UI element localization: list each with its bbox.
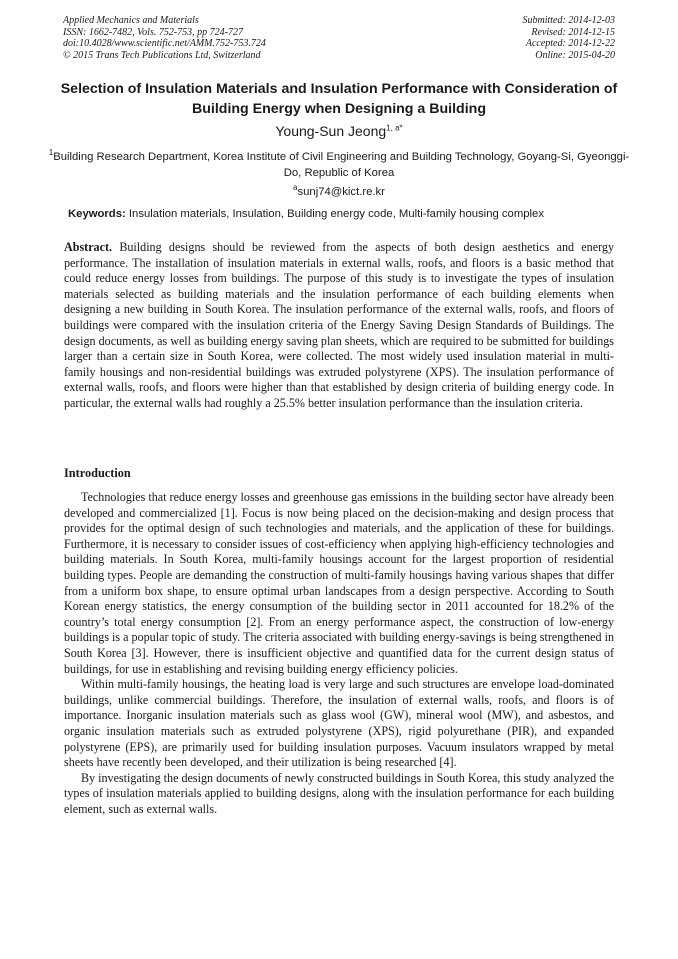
abstract-paragraph bbox=[64, 240, 614, 412]
revised-date: Revised: 2014-12-15 bbox=[531, 26, 615, 38]
keywords-line bbox=[68, 208, 628, 220]
publication-dates bbox=[523, 15, 616, 61]
section-heading-introduction: Introduction bbox=[64, 466, 131, 480]
submitted-date: Submitted: 2014-12-03 bbox=[522, 15, 615, 26]
email-line bbox=[0, 183, 678, 198]
paper-title: Selection of Insulation Materials and Insulation Performance with Consideration of Building Energy when Designing a Building bbox=[60, 81, 618, 117]
journal-name: Applied Mechanics and Materials bbox=[63, 15, 199, 26]
author-name: Young-Sun Jeong bbox=[275, 123, 387, 139]
affiliation-text: Building Research Department, Korea Institute of Civil Engineering and Building Technology, Goyang-Si, Gyeonggi-Do, Republic of Korea bbox=[53, 151, 630, 179]
intro-paragraph: Within multi-family housings, the heating load is very large and such structures are envelope load-dominated buildings, unlike commercial buildings. Therefore, the insulation of external walls, roofs, and floors is of importance. Inorganic insulation materials such as glass wool (GW), mineral wool (MW), and asbestos, and organic insulation materials such as extruded polystyrene (XPS), rigid polyurethane (PIR), and expanded polystyrene (EPS), are primarily used for building insulation purposes. Vacuum insulators wrapped by metal sheets have recently been developed, and their utilization is being researched [4]. bbox=[64, 677, 614, 770]
affiliation bbox=[40, 150, 638, 181]
intro-paragraph: By investigating the design documents of newly constructed buildings in South Korea, this study analyzed the types of insulation materials applied to building designs, along with the insulation performance for each building element, such as external walls. bbox=[64, 770, 614, 816]
keywords-text: Insulation materials, Insulation, Building energy code, Multi-family housing complex bbox=[128, 208, 544, 220]
author-line bbox=[0, 123, 678, 139]
affiliation-superscript: 1 bbox=[48, 148, 54, 158]
intro-paragraph: Technologies that reduce energy losses and greenhouse gas emissions in the building sector have already been developed and commercialized [1]. Focus is now being placed on the decision-making and design process that provides for the optimal design of such technologies and materials, and the application of these for buildings. Furthermore, it is necessary to consider issues of cost-efficiency when applying high-efficiency technologies and building materials. In South Korea, multi-family housings account for the largest proportion of residential building types. People are demanding the construction of multi-family housings having various shapes that differ from a uniform box shape, to ensure optimal urban landscapes from a design perspective. According to South Korean energy statistics, the energy consumption of the building sector in 2011 accounted for 18.2% of the country’s total energy consumption [2]. From an energy performance aspect, the construction of low-energy buildings is a popular topic of study. The criteria associated with building energy-savings is being strengthened in South Korea [3]. However, there is insufficient objective and quantified data for the current design status of buildings, for use in establishing and revising building energy efficiency policies. bbox=[64, 490, 614, 676]
abstract-text: Building designs should be reviewed from the aspects of both design aesthetics and energy performance. The installation of insulation materials in external walls, roofs, and floors is a basic method that could reduce energy losses from buildings. The purpose of this study is to investigate the types of insulation materials selected as building materials and the insulation performance of each building elements when designing a new building in South Korea. The insulation performance of the external walls, roofs, and floors of buildings were compared with the insulation criteria of the Energy Saving Design Standards of Buildings. The design documents, as well as building energy saving plan sheets, which are required to be submitted for buildings larger than a certain size in South Korea, were collected. The most widely used insulation material in multi-family housings and non-residential buildings was extruded polystyrene (XPS). The insulation performance of external walls, roofs, and floors were higher than that established by design criteria of building energy code. In particular, the external walls had roughly a 25.5% better insulation performance than the insulation criteria. bbox=[64, 240, 614, 410]
author-email: sunj74@kict.re.kr bbox=[297, 186, 385, 198]
abstract-label: Abstract. bbox=[64, 240, 113, 254]
online-date: Online: 2015-04-20 bbox=[535, 49, 615, 61]
copyright-line: © 2015 Trans Tech Publications Ltd, Switzerland bbox=[63, 49, 261, 61]
keywords-label: Keywords: bbox=[68, 208, 126, 220]
introduction-body bbox=[64, 490, 614, 817]
author-superscript: 1, a* bbox=[386, 123, 403, 133]
accepted-date: Accepted: 2014-12-22 bbox=[525, 38, 615, 50]
email-superscript: a bbox=[293, 183, 298, 193]
issn-line: ISSN: 1662-7482, Vols. 752-753, pp 724-727 bbox=[63, 26, 243, 38]
journal-info bbox=[63, 15, 266, 61]
doi-line: doi:10.4028/www.scientific.net/AMM.752-753.724 bbox=[63, 38, 266, 50]
